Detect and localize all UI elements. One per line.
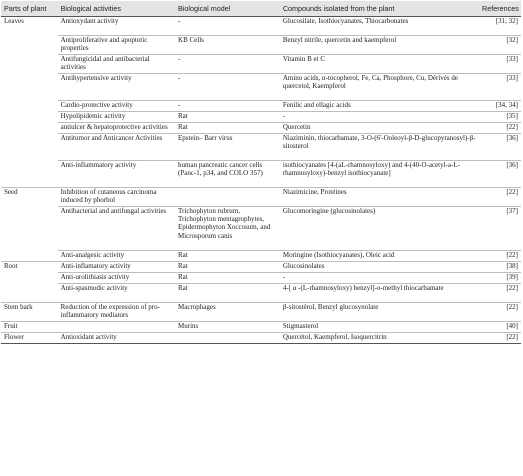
cell-references: [33] xyxy=(479,74,521,101)
cell-compounds: isothiocyanates [4-(aL-rhamnosyloxy) and 4-(40-O-acetyl-a-L-rhamnosyloxy)-benzyl isothiocyanate] xyxy=(280,161,479,188)
cell-references: [40] xyxy=(479,322,521,333)
cell-references: [39] xyxy=(479,273,521,284)
table-header xyxy=(1,1,521,17)
cell-model: human pancreatic cancer cells (Panc-1, p34, and COLO 357) xyxy=(175,161,280,188)
table-row xyxy=(1,101,521,112)
cell-part xyxy=(1,251,58,262)
cell-model: Rat xyxy=(175,112,280,123)
header-compounds: Compounds isolated from the plant xyxy=(280,1,479,17)
cell-compounds: Glucosinolates xyxy=(280,262,479,273)
cell-compounds: Niaziminin, thiocarbamate, 3-O-(6'-Ooleoyl-β-D-glucopyranosyl)-β-sitosterol xyxy=(280,134,479,161)
cell-references: [22] xyxy=(479,303,521,322)
cell-part xyxy=(1,74,58,101)
cell-activity: Anti-analgesic activity xyxy=(58,251,175,262)
table-row xyxy=(1,123,521,134)
cell-model: Rat xyxy=(175,123,280,134)
table-row xyxy=(1,55,521,74)
cell-references: [36] xyxy=(479,134,521,161)
cell-references: [22] xyxy=(479,123,521,134)
cell-activity: Antitumor and Anticancer Activities xyxy=(58,134,175,161)
cell-part: Root xyxy=(1,262,58,273)
table-row xyxy=(1,134,521,161)
cell-model: Murins xyxy=(175,322,280,333)
cell-part xyxy=(1,55,58,74)
cell-compounds: Benzyl nitrile, quercetin and kaempferol xyxy=(280,36,479,55)
cell-part: Seed xyxy=(1,188,58,207)
table-row xyxy=(1,273,521,284)
cell-model: Rat xyxy=(175,262,280,273)
cell-part: Stem bark xyxy=(1,303,58,322)
cell-compounds: 4-[ α -(L-rhamnosyloxy) benzyl]-o-methyl thiocarbamate xyxy=(280,284,479,303)
header-activity: Biological activities xyxy=(58,1,175,17)
cell-model: Rat xyxy=(175,284,280,303)
table-row xyxy=(1,188,521,207)
cell-activity xyxy=(58,322,175,333)
cell-model: - xyxy=(175,74,280,101)
header-part: Parts of plant xyxy=(1,1,58,17)
cell-model: Rat xyxy=(175,251,280,262)
cell-model: - xyxy=(175,55,280,74)
cell-activity: Antioxydant activity xyxy=(60,17,119,25)
cell-model: Macrophages xyxy=(175,303,280,322)
cell-part xyxy=(1,36,58,55)
cell-compounds: Quercetin xyxy=(280,123,479,134)
table-row xyxy=(1,161,521,188)
cell-part xyxy=(1,284,58,303)
table-row xyxy=(1,322,521,333)
table-row xyxy=(1,207,521,251)
cell-references: [35] xyxy=(479,112,521,123)
cell-references: [22] xyxy=(479,333,521,344)
cell-activity: Cardio-protective activity xyxy=(58,101,175,112)
cell-compounds: Fenilic and ellagic acids xyxy=(280,101,479,112)
cell-activity: Anti-inflamatory activity xyxy=(58,262,175,273)
header-row xyxy=(1,1,521,17)
cell-references: [37] xyxy=(479,207,521,251)
table-row xyxy=(1,303,521,322)
cell-activity: Anti-spasmodic activity xyxy=(58,284,175,303)
cell-compounds: Amino acids, α-tocopherol, Fe, Ca, Phosphore, Cu, Dérivés de quercetol, Kaempferol xyxy=(280,74,479,101)
table-row xyxy=(1,17,521,36)
cell-model: KB Cells xyxy=(175,36,280,55)
cell-part xyxy=(1,161,58,188)
cell-activity: Antihypertensive activity xyxy=(58,74,175,101)
cell-model: Trichophyton rubrum, Trichophyton mentagrophytes, Epidermophyton Xoccosum, and Microsporum canis xyxy=(175,207,280,251)
cell-compounds: Moringine (Isothiocyanates), Oleic acid xyxy=(280,251,479,262)
cell-activity: Hypolipidemic activity xyxy=(58,112,175,123)
cell-model xyxy=(175,188,280,207)
plant-activities-table xyxy=(1,1,521,344)
cell-part: Flower xyxy=(1,333,58,344)
cell-model: Rat xyxy=(175,273,280,284)
cell-references: [32] xyxy=(479,36,521,55)
cell-references: [33] xyxy=(479,55,521,74)
cell-model: Epstein– Barr virus xyxy=(175,134,280,161)
table-row xyxy=(1,251,521,262)
cell-part xyxy=(1,207,58,251)
cell-activity: Anti-inflammatory activity xyxy=(58,161,175,188)
table-row xyxy=(1,112,521,123)
cell-compounds: Vitamin B et C xyxy=(280,55,479,74)
cell-references: [31, 32] xyxy=(495,17,518,25)
cell-compounds: - xyxy=(280,273,479,284)
cell-part xyxy=(1,123,58,134)
cell-references: [36] xyxy=(479,161,521,188)
cell-part: Leaves xyxy=(4,17,24,25)
cell-activity: Anti-urolithiasis activity xyxy=(58,273,175,284)
table-row xyxy=(1,74,521,101)
table-row xyxy=(1,36,521,55)
cell-model xyxy=(175,333,280,344)
cell-part xyxy=(1,134,58,161)
cell-references: [22] xyxy=(479,251,521,262)
cell-part xyxy=(1,273,58,284)
cell-part xyxy=(1,112,58,123)
cell-compounds: Quercétol, Kaempferol, Isoquercitrin xyxy=(280,333,479,344)
cell-compounds: Glucosilate, Isothiocyanates, Thiocarbonates xyxy=(282,17,409,25)
table-body xyxy=(1,17,521,344)
cell-activity: Antifungicidal and antibacterial activities xyxy=(58,55,175,74)
cell-part xyxy=(1,101,58,112)
cell-activity: Antibacterial and antifungal activities xyxy=(58,207,175,251)
cell-compounds: Stigmasterol xyxy=(280,322,479,333)
cell-compounds: Niazimicine, Protéines xyxy=(280,188,479,207)
cell-references: [22] xyxy=(479,284,521,303)
cell-references: [34, 34] xyxy=(479,101,521,112)
cell-compounds: Glucomoringine (glucosinolates) xyxy=(280,207,479,251)
header-model: Biological model xyxy=(175,1,280,17)
cell-activity: Antiproliferative and apoptotic properties xyxy=(58,36,175,55)
cell-part: Fruit xyxy=(1,322,58,333)
table-row xyxy=(1,333,521,344)
cell-activity: antiulcer & hepatoprotective activities xyxy=(58,123,175,134)
table-row xyxy=(1,284,521,303)
cell-activity: Antioxidant activity xyxy=(58,333,175,344)
cell-compounds: - xyxy=(280,112,479,123)
cell-compounds: β-sitostérol, Benzyl glucosynolate xyxy=(280,303,479,322)
cell-activity: Reduction of the expression of pro-inflammatory mediators xyxy=(58,303,175,322)
header-references: References xyxy=(479,1,521,17)
cell-references: [38] xyxy=(479,262,521,273)
cell-activity: Inhibition of cutaneous carcinoma induced by phorbol xyxy=(58,188,175,207)
cell-references: [22] xyxy=(479,188,521,207)
cell-model: - xyxy=(178,17,181,25)
cell-model: - xyxy=(175,101,280,112)
table-row xyxy=(1,262,521,273)
